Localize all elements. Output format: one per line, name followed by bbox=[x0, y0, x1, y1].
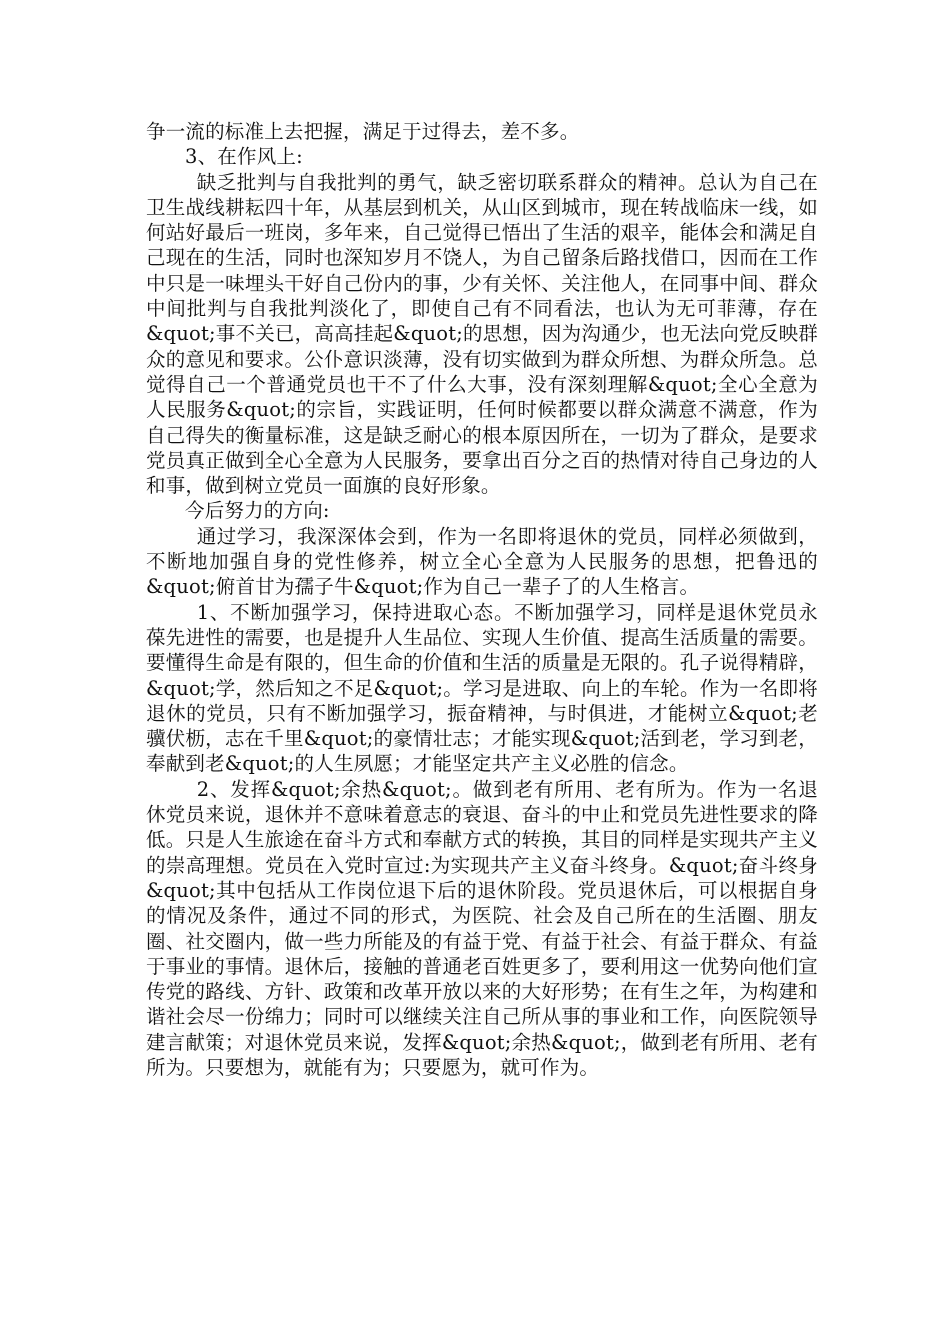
paragraph-study-reflection: 通过学习，我深深体会到，作为一名即将退休的党员，同样必须做到，不断地加强自身的党性修养，树立全心全意为人民服务的思想，把鲁迅的&quot;俯首甘为孺子牛&quot;作为自己一辈子了的人生格言。 bbox=[146, 524, 818, 599]
heading-work-style: 3、在作风上: bbox=[185, 145, 303, 169]
heading-future-direction: 今后努力的方向: bbox=[185, 499, 330, 523]
paragraph-keep-learning: 1、不断加强学习，保持进取心态。不断加强学习，同样是退休党员永葆先进性的需要，也是提升人生品位、实现人生价值、提高生活质量的需要。要懂得生命是有限的，但生命的价值和生活的质量是无限的。孔子说得精辟，&quot;学，然后知之不足&quot;。学习是进取、向上的车轮。作为一名即将退休的党员，只有不断加强学习，振奋精神，与时俱进，才能树立&quot;老骥伏枥，志在千里&quot;的豪情壮志；才能实现&quot;活到老，学习到老，奉献到老&quot;的人生夙愿；才能坚定共产主义必胜的信念。 bbox=[146, 600, 818, 776]
paragraph-contribute: 2、发挥&quot;余热&quot;。做到老有所用、老有所为。作为一名退休党员来说，退休并不意味着意志的衰退、奋斗的中止和党员先进性要求的降低。只是人生旅途在奋斗方式和奉献方式的转换，其目的同样是实现共产主义的崇高理想。党员在入党时宣过:为实现共产主义奋斗终身。&quot;奋斗终身&quot;其中包括从工作岗位退下后的退休阶段。党员退休后，可以根据自身的情况及条件，通过不同的形式，为医院、社会及自己所在的生活圈、朋友圈、社交圈内，做一些力所能及的有益于党、有益于社会、有益于群众、有益于事业的事情。退休后，接触的普通老百姓更多了，要利用这一优势向他们宣传党的路线、方针、政策和改革开放以来的大好形势；在有生之年，为构建和谐社会尽一份绵力；同时可以继续关注自己所从事的事业和工作，向医院领导建言献策；对退休党员来说，发挥&quot;余热&quot;，做到老有所用、老有所为。只要想为，就能有为；只要愿为，就可作为。 bbox=[146, 777, 818, 1079]
paragraph-continuation: 争一流的标准上去把握，满足于过得去，差不多。 bbox=[146, 120, 580, 143]
document-body bbox=[146, 119, 818, 1080]
paragraph-work-style: 缺乏批判与自我批判的勇气，缺乏密切联系群众的精神。总认为自己在卫生战线耕耘四十年，从基层到机关，从山区到城市，现在转战临床一线，如何站好最后一班岗，多年来，自己觉得已悟出了生活的艰辛，能体会和满足自己现在的生活，同时也深知岁月不饶人，为自己留条后路找借口，因而在工作中只是一味埋头干好自己份内的事，少有关怀、关注他人，在同事中间、群众中间批判与自我批判淡化了，即使自己有不同看法，也认为无可菲薄，存在&quot;事不关已，高高挂起&quot;的思想，因为沟通少，也无法向党反映群众的意见和要求。公仆意识淡薄，没有切实做到为群众所想、为群众所急。总觉得自己一个普通党员也干不了什么大事，没有深刻理解&quot;全心全意为人民服务&quot;的宗旨，实践证明，任何时候都要以群众满意不满意，作为自己得失的衡量标准，这是缺乏耐心的根本原因所在，一切为了群众，是要求党员真正做到全心全意为人民服务，要拿出百分之百的热情对待自己身边的人和事，做到树立党员一面旗的良好形象。 bbox=[146, 170, 818, 498]
